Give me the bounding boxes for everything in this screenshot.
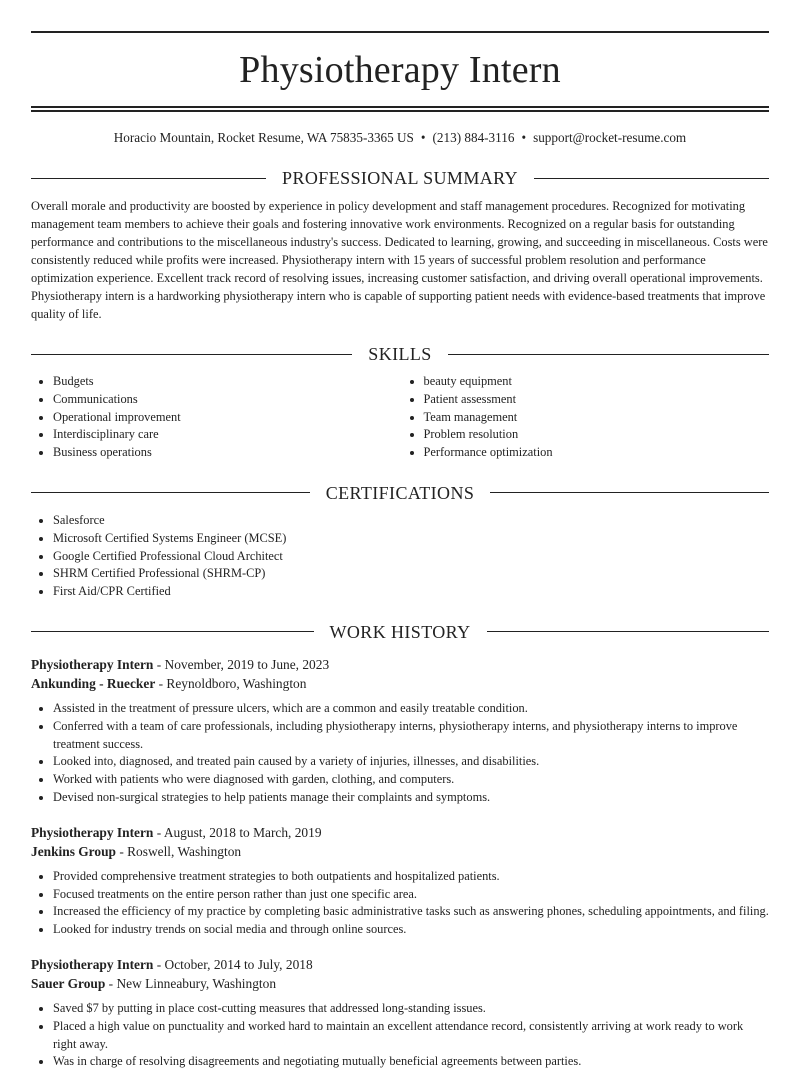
skills-columns [31,373,769,462]
header-double-rule [31,106,769,112]
section-title-skills: SKILLS [368,344,432,364]
job-dates: August, 2018 to March, 2019 [163,824,322,840]
contact-line [31,129,769,147]
certification-item: • SHRM Certified Professional (SHRM-CP) [53,565,769,583]
job-bullet: • Increased the efficiency of my practice by completing basic administrative tasks such as answering phones, scheduling appointments, and filing. [53,903,769,921]
job-dash: - [153,824,164,840]
job-location: Roswell, Washington [127,843,242,859]
section-header-work-history [31,621,769,643]
job-bullets [31,1000,769,1071]
job-company: Sauer Group [31,975,106,991]
job-entry [31,955,769,1071]
job-company: Jenkins Group [31,843,116,859]
job-bullet: • Provided comprehensive treatment strategies to both outpatients and hospitalized patients. [53,868,769,886]
skills-list-left [31,373,399,462]
section-header-certifications [31,482,769,504]
contact-phone: (213) 884-3116 [432,130,515,145]
job-entry [31,823,769,939]
job-dates: November, 2019 to June, 2023 [164,656,330,672]
section-rule [31,354,352,355]
job-role-line [31,955,769,974]
job-role-line [31,655,769,674]
job-dash: - [105,975,117,991]
contact-separator: • [521,130,527,145]
job-bullet: • Saved $7 by putting in place cost-cutting measures that addressed long-standing issues. [53,1000,769,1018]
resume-page [31,0,769,1071]
skills-list-right [402,373,770,462]
job-entry [31,655,769,807]
job-dash: - [115,843,128,859]
job-dash: - [153,956,165,972]
job-role: Physiotherapy Intern [31,956,154,972]
section-rule [534,178,769,179]
job-bullet: • Was in charge of resolving disagreements and negotiating mutually beneficial agreements between parties. [53,1053,769,1071]
job-company-line [31,842,769,861]
skill-item: • Operational improvement [53,409,399,427]
job-location: New Linneabury, Washington [116,975,277,991]
job-location: Reynoldboro, Washington [166,675,307,691]
certification-item: • Salesforce [53,512,769,530]
job-bullets [31,700,769,807]
skill-item: • Problem resolution [424,426,770,444]
job-bullets [31,868,769,939]
certification-item: • Microsoft Certified Systems Engineer (MCSE) [53,530,769,548]
job-role: Physiotherapy Intern [31,824,154,840]
job-bullet: • Looked for industry trends on social media and through online sources. [53,921,769,939]
job-company-line [31,674,769,693]
job-bullet: • Worked with patients who were diagnosed with garden, clothing, and computers. [53,771,769,789]
job-bullet: • Devised non-surgical strategies to help patients manage their complaints and symptoms. [53,789,769,807]
job-dash: - [153,656,165,672]
certifications-list [31,512,769,601]
job-dates: October, 2014 to July, 2018 [164,956,313,972]
section-rule [31,631,314,632]
section-rule [448,354,769,355]
job-role: Physiotherapy Intern [31,656,154,672]
section-rule [490,492,769,493]
job-bullet: • Assisted in the treatment of pressure ulcers, which are a common and easily treatable condition. [53,700,769,718]
job-role-line [31,823,769,842]
section-title-summary: PROFESSIONAL SUMMARY [282,168,518,188]
section-title-work-history: WORK HISTORY [329,621,471,642]
job-company: Ankunding - Ruecker [31,675,156,691]
job-dash: - [155,675,167,691]
skill-item: • Team management [424,409,770,427]
section-header-skills [31,343,769,365]
section-rule [31,492,310,493]
skill-item: • Budgets [53,373,399,391]
top-rule [31,31,769,33]
section-header-summary [31,167,769,189]
certification-item: • Google Certified Professional Cloud Architect [53,548,769,566]
job-bullet: • Conferred with a team of care professionals, including physiotherapy interns, physiotherapy interns, and physiotherapy interns to improve treatment success. [53,718,769,754]
summary-text: Overall morale and productivity are boosted by experience in policy development and staff management procedures. Recognized for motivating management team members to achieve their goals and fostering innovative work environments. Recognized on a regular basis for outstanding performance and contributions to the miscellaneous industry's success. Dedicated to learning, growing, and succeeding in miscellaneous. Costs were consistently reduced while profits were increased. Physiotherapy intern with 15 years of successful problem resolution and performance optimization experience. Excellent track record of resolving issues, increasing customer satisfaction, and driving overall operational improvements. Physiotherapy intern is a hardworking physiotherapy intern who is capable of supporting patient needs with evidence-based treatments that improve quality of life. [31,199,768,321]
skill-item: • Business operations [53,444,399,462]
skill-item: • Communications [53,391,399,409]
skill-item: • Interdisciplinary care [53,426,399,444]
job-company-line [31,974,769,993]
section-rule [487,631,770,632]
contact-separator: • [420,130,426,145]
job-bullet: • Focused treatments on the entire person rather than just one specific area. [53,886,769,904]
section-rule [31,178,266,179]
section-title-certifications: CERTIFICATIONS [325,482,475,503]
skill-item: • Performance optimization [424,444,770,462]
resume-title: Physiotherapy Intern [239,49,561,91]
contact-address: Horacio Mountain, Rocket Resume, WA 75835-3365 US [113,130,414,145]
contact-email: support@rocket-resume.com [533,130,687,145]
certification-item: • First Aid/CPR Certified [53,583,769,601]
job-bullet: • Looked into, diagnosed, and treated pain caused by a variety of injuries, illnesses, and disabilities. [53,753,769,771]
skill-item: • Patient assessment [424,391,770,409]
skill-item: • beauty equipment [424,373,770,391]
job-bullet: • Placed a high value on punctuality and worked hard to maintain an excellent attendance record, consistently arriving at work ready to work right away. [53,1018,769,1054]
